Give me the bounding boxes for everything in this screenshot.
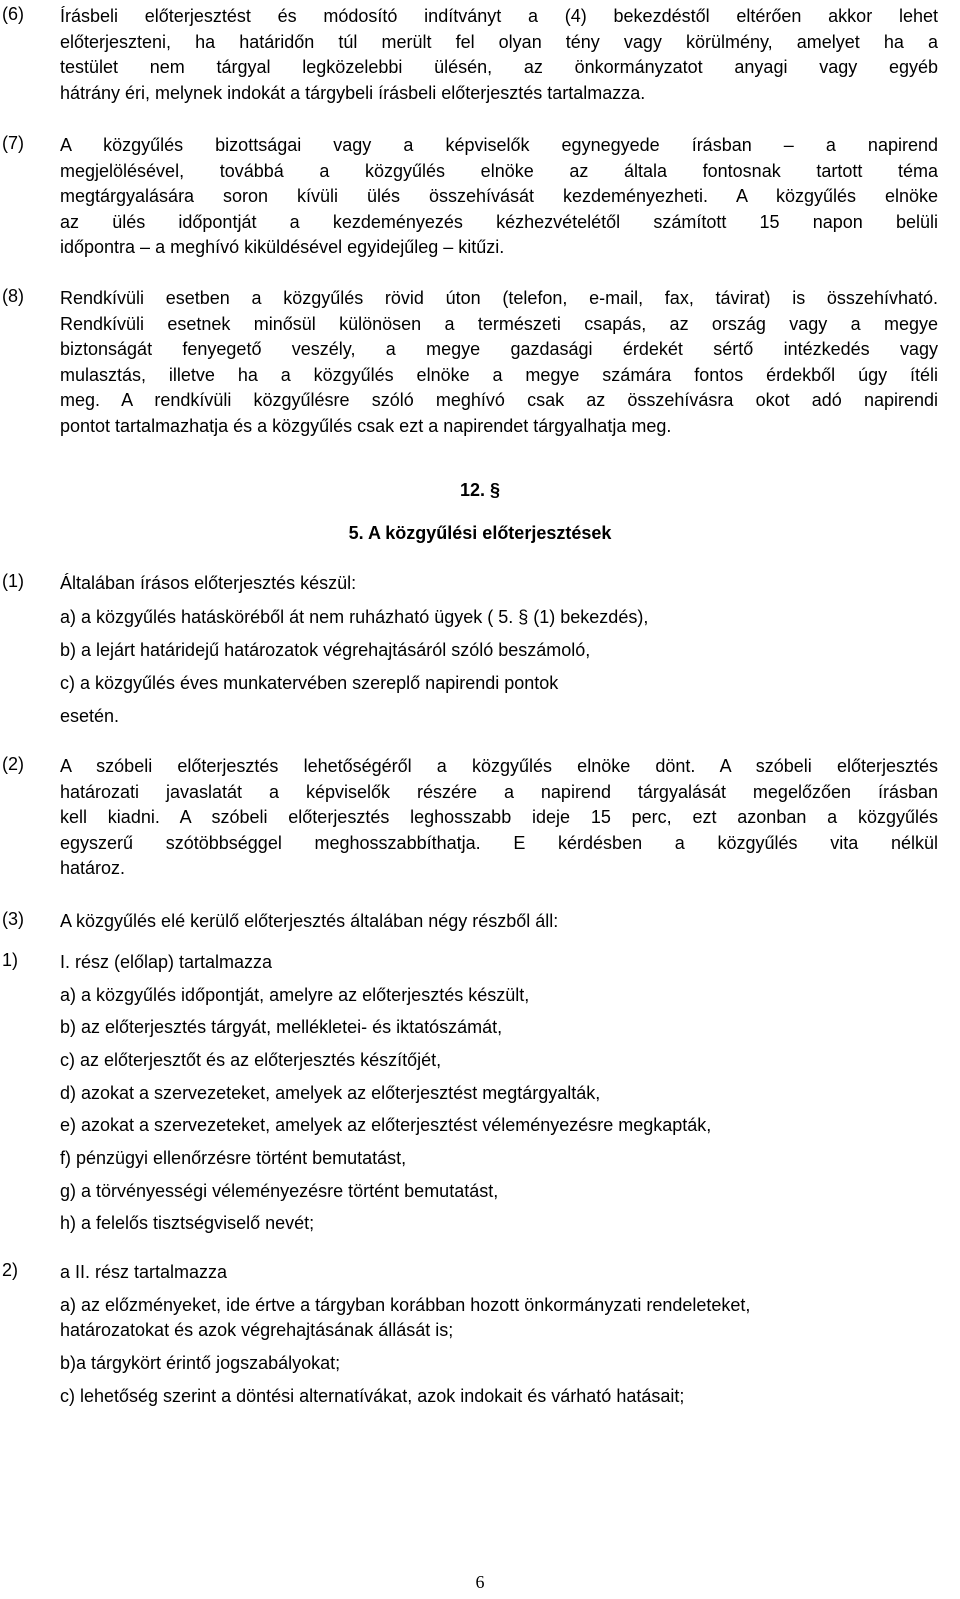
paragraph-number: (3) xyxy=(2,909,24,929)
list-item: a) a közgyűlés hatásköréből át nem ruházható ügyek ( 5. § (1) bekezdés), xyxy=(60,607,649,627)
list-item: f) pénzügyi ellenőrzésre történt bemutatást, xyxy=(60,1148,407,1168)
list-item: d) azokat a szervezeteket, amelyek az előterjesztést megtárgyalták, xyxy=(60,1083,601,1103)
text-line: határozati javaslatát a képviselők részére a napirend tárgyalását megelőzően írásban xyxy=(60,781,938,802)
list-item: a) a közgyűlés időpontját, amelyre az előterjesztés készült, xyxy=(60,985,530,1005)
section-number xyxy=(0,480,960,501)
paragraph-body xyxy=(60,4,938,106)
text-line: megtárgyalására soron kívüli ülés összehívását kezdeményezheti. A közgyűlés elnöke xyxy=(60,186,938,207)
list-item: esetén. xyxy=(60,706,120,726)
list-item-continuation: határozatokat és azok végrehajtásának állását is; xyxy=(60,1320,454,1340)
paragraph-number: (6) xyxy=(2,4,24,24)
text-line: A szóbeli előterjesztés lehetőségéről a közgyűlés elnöke dönt. A szóbeli előterjesztés xyxy=(60,756,938,776)
paragraph-number: (1) xyxy=(2,571,24,591)
text-line: A közgyűlés bizottságai vagy a képviselők egynegyede írásban – a napirend xyxy=(60,135,938,155)
text-line: mulasztás, illetve ha a közgyűlés elnöke a megye számára fontos érdekből úgy ítéli xyxy=(60,364,938,385)
text-line: testület nem tárgyal legközelebbi ülésén, az önkormányzatot anyagi vagy egyéb xyxy=(60,57,938,78)
text-line: pontot tartalmazhatja és a közgyűlés csak ezt a napirendet tárgyalhatja meg. xyxy=(60,415,672,436)
list-item: a) az előzményeket, ide értve a tárgyban korábban hozott önkormányzati rendeleteket, xyxy=(60,1295,751,1315)
paragraph-body xyxy=(60,754,938,882)
page-number: 6 xyxy=(475,1572,485,1592)
list-item: b) a lejárt határidejű határozatok végrehajtásáról szóló beszámoló, xyxy=(60,640,591,660)
text-line: Írásbeli előterjesztést és módosító indítványt a (4) bekezdéstől eltérően akkor lehet xyxy=(60,6,938,26)
subsection-text: A közgyűlés elé kerülő előterjesztés általában négy részből áll: xyxy=(60,911,559,931)
text-line: előterjeszteni, ha határidőn túl merült fel olyan tény vagy körülmény, amelyet ha a xyxy=(60,31,938,52)
list-item: c) az előterjesztőt és az előterjesztés készítőjét, xyxy=(60,1050,442,1070)
section-title xyxy=(0,523,960,544)
subsection-intro: Általában írásos előterjesztés készül: xyxy=(60,573,357,593)
text-line: meg. A rendkívüli közgyűlésre szóló meghívó csak az összehívásra okot adó napirendi xyxy=(60,390,938,411)
text-line: időpontra – a meghívó kiküldésével egyidejűleg – kitűzi. xyxy=(60,237,505,258)
paragraph-number: (7) xyxy=(2,133,24,153)
section-title-text: 5. A közgyűlési előterjesztések xyxy=(348,523,612,543)
paragraph-body xyxy=(60,133,938,261)
text-line: Rendkívüli esetnek minősül különösen a természeti csapás, az ország vagy a megye xyxy=(60,313,938,334)
list-item: c) a közgyűlés éves munkatervében szereplő napirendi pontok xyxy=(60,673,559,693)
list-item: b) az előterjesztés tárgyát, mellékletei- és iktatószámát, xyxy=(60,1017,503,1037)
list-item: g) a törvényességi véleményezésre történt bemutatást, xyxy=(60,1181,499,1201)
paragraph-body xyxy=(60,286,938,440)
text-line: kell kiadni. A szóbeli előterjesztés leghosszabb ideje 15 perc, ezt azonban a közgyűlés xyxy=(60,807,938,828)
part-intro: I. rész (előlap) tartalmazza xyxy=(60,952,273,972)
list-item: e) azokat a szervezeteket, amelyek az előterjesztést véleményezésre megkapták, xyxy=(60,1115,712,1135)
list-item: h) a felelős tisztségviselő nevét; xyxy=(60,1213,315,1233)
list-item: b)a tárgykört érintő jogszabályokat; xyxy=(60,1353,341,1373)
text-line: biztonságát fenyegető veszély, a megye gazdasági érdekét sértő intézkedés vagy xyxy=(60,339,938,360)
part-number: 1) xyxy=(2,950,19,970)
text-line: határoz. xyxy=(60,858,126,879)
list-item: c) lehetőség szerint a döntési alternatívákat, azok indokait és várható hatásait; xyxy=(60,1386,685,1406)
part-intro: a II. rész tartalmazza xyxy=(60,1262,228,1282)
paragraph-number: (8) xyxy=(2,286,24,306)
text-line: megjelölésével, továbbá a közgyűlés elnöke az általa fontosnak tartott téma xyxy=(60,160,938,181)
part-number: 2) xyxy=(2,1260,19,1280)
text-line: hátrány éri, melynek indokát a tárgybeli írásbeli előterjesztés tartalmazza. xyxy=(60,82,646,103)
section-number-text: 12. § xyxy=(459,480,501,500)
paragraph-number: (2) xyxy=(2,754,24,774)
text-line: Rendkívüli esetben a közgyűlés rövid úton (telefon, e-mail, fax, távirat) is összehívható. xyxy=(60,288,938,308)
text-line: az ülés időpontját a kezdeményezés kézhezvételétől számított 15 napon belüli xyxy=(60,211,938,232)
text-line: egyszerű szótöbbséggel meghosszabbíthatja. E kérdésben a közgyűlés vita nélkül xyxy=(60,832,938,853)
